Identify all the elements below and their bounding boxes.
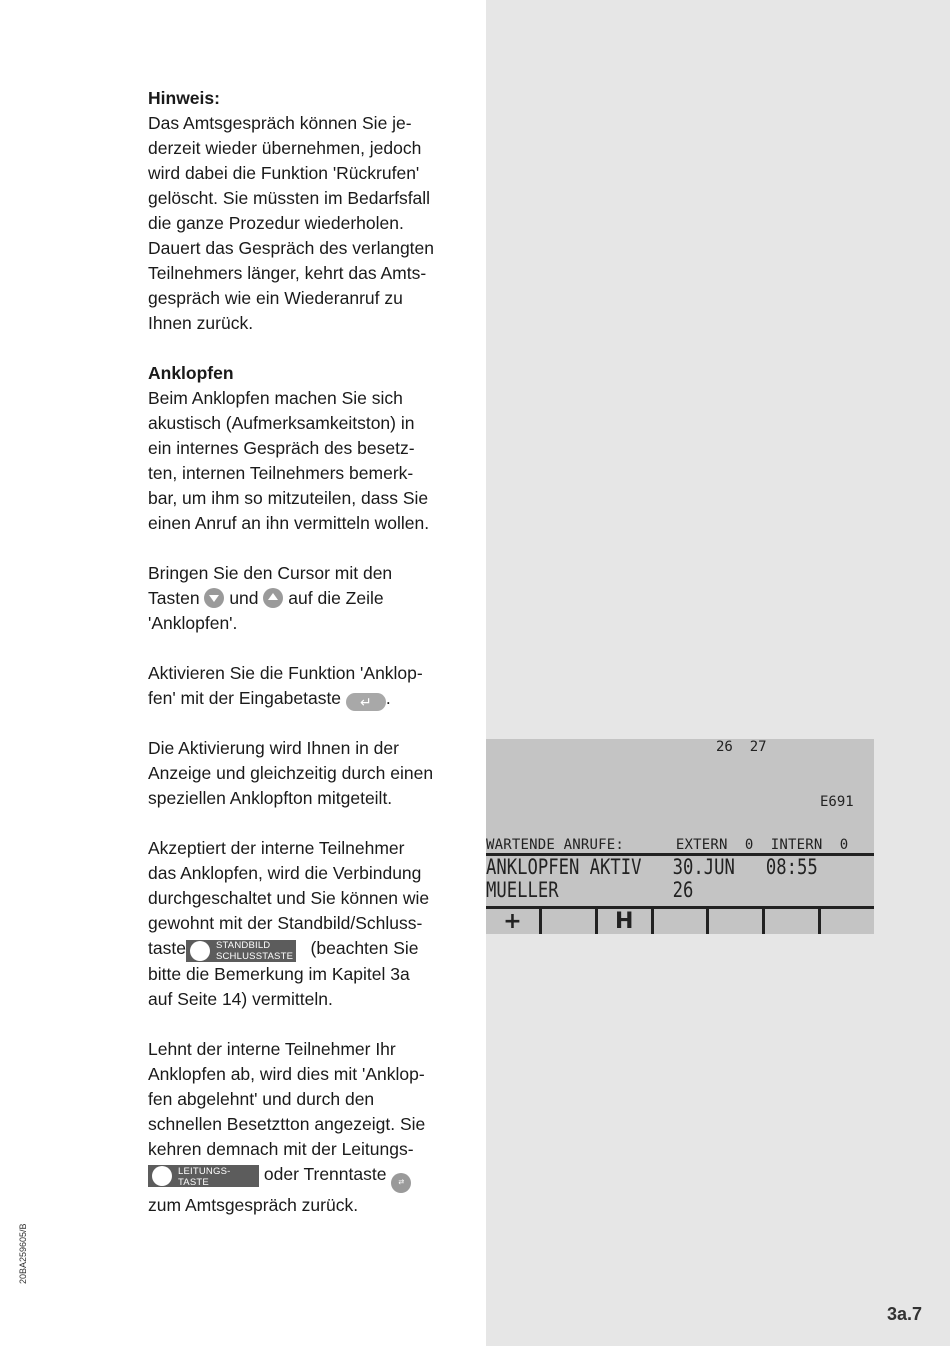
text-column [148, 86, 466, 1218]
text-line: derzeit wieder übernehmen, jedoch [148, 138, 422, 158]
cursor-paragraph [148, 561, 466, 636]
standbild-key-icon [186, 940, 296, 962]
trenntaste-key-icon: ⇄ [391, 1173, 411, 1193]
text-line: kehren demnach mit der Leitungs- [148, 1138, 414, 1159]
text-line [148, 686, 466, 711]
text-fragment: und [229, 588, 259, 608]
text-line: die ganze Prozedur wiederholen. [148, 213, 404, 233]
display-code: E691 [820, 794, 854, 810]
text-line: 'Anklopfen'. [148, 613, 238, 633]
text-line: auf Seite 14) vermitteln. [148, 988, 333, 1009]
text-line: durchgeschaltet und Sie können wie [148, 888, 430, 908]
display-line-numbers: 26 27 [716, 739, 767, 755]
page-number: 3a.7 [886, 1304, 922, 1324]
text-line: schnellen Besetztton angezeigt. Sie [148, 1113, 426, 1134]
softkey-bar [486, 909, 874, 934]
key-label: LEITUNGS- [178, 1165, 231, 1177]
text-line [148, 586, 466, 611]
text-line [148, 1162, 466, 1193]
softkey-hold[interactable]: H [598, 909, 654, 934]
text-line: Lehnt der interne Teilnehmer Ihr [148, 1038, 396, 1059]
text-fragment: (beachten Sie [310, 938, 419, 958]
key-label: TASTE [178, 1176, 209, 1188]
hinweis-heading: Hinweis: [148, 88, 220, 108]
text-line: Bringen Sie den Cursor mit den [148, 563, 393, 583]
right-panel [486, 0, 950, 1346]
arrow-down-key-icon [204, 588, 224, 608]
text-fragment: oder Trenntaste [263, 1163, 387, 1184]
text-fragment: Tasten [148, 588, 200, 608]
softkey-6[interactable] [765, 909, 821, 934]
akzeptiert-paragraph [148, 836, 466, 1012]
softkey-2[interactable] [542, 909, 598, 934]
text-fragment: taste [148, 938, 186, 958]
display-header: WARTENDE ANRUFE: EXTERN 0 INTERN 0 [486, 837, 849, 853]
key-label: SCHLUSSTASTE [215, 951, 294, 962]
hinweis-paragraph [148, 111, 466, 336]
text-line: gespräch wie ein Wiederanruf zu [148, 288, 403, 308]
text-line: Akzeptiert der interne Teilnehmer [148, 838, 405, 858]
text-line: Anklopfen ab, wird dies mit 'Anklop- [148, 1063, 425, 1084]
text-fragment: auf die Zeile [288, 588, 384, 608]
display-status-line: ANKLOPFEN AKTIV 30.JUN 08:55 [486, 855, 818, 879]
leitungstaste-key-icon [148, 1165, 259, 1187]
text-line: Das Amtsgespräch können Sie je- [148, 113, 412, 133]
text-line: Beim Anklopfen machen Sie sich [148, 388, 403, 408]
anklopfen-heading: Anklopfen [148, 363, 234, 383]
text-line [148, 936, 466, 962]
text-line: ten, internen Teilnehmers bemerk- [148, 463, 414, 483]
softkey-5[interactable] [709, 909, 765, 934]
text-line: akustisch (Aufmerksamkeitston) in [148, 413, 415, 433]
text-line: zum Amtsgespräch zurück. [148, 1194, 359, 1215]
text-line: einen Anruf an ihn vermitteln wollen. [148, 513, 430, 533]
text-line: Dauert das Gespräch des verlangten [148, 238, 434, 258]
text-fragment: fen' mit der Eingabetaste [148, 688, 342, 708]
text-line: gelöscht. Sie müssten im Bedarfsfall [148, 188, 431, 208]
phone-display [486, 739, 874, 934]
softkey-7[interactable] [821, 909, 874, 934]
enter-key-icon: ↵ [346, 693, 386, 711]
anklopfen-paragraph [148, 386, 466, 536]
document-code: 20BA259605/B [18, 1223, 28, 1284]
text-line: Ihnen zurück. [148, 313, 254, 333]
text-line: bar, um ihm so mitzuteilen, dass Sie [148, 488, 429, 508]
arrow-up-key-icon [263, 588, 283, 608]
text-line: wird dabei die Funktion 'Rückrufen' [148, 163, 420, 183]
display-caller-line: MUELLER 26 [486, 878, 694, 902]
text-line: Teilnehmers länger, kehrt das Amts- [148, 263, 427, 283]
text-line: das Anklopfen, wird die Verbindung [148, 863, 422, 883]
text-line: Die Aktivierung wird Ihnen in der [148, 738, 399, 758]
aktivierung-paragraph [148, 736, 466, 811]
softkey-4[interactable] [654, 909, 710, 934]
text-line: fen abgelehnt' und durch den [148, 1088, 375, 1109]
text-line: Aktivieren Sie die Funktion 'Anklop- [148, 663, 423, 683]
text-line: bitte die Bemerkung im Kapitel 3a [148, 963, 410, 984]
text-line: Anzeige und gleichzeitig durch einen [148, 763, 434, 783]
text-line: speziellen Anklopfton mitgeteilt. [148, 788, 393, 808]
text-line: gewohnt mit der Standbild/Schluss- [148, 913, 423, 933]
softkey-plus[interactable]: + [486, 909, 542, 934]
aktivieren-paragraph [148, 661, 466, 711]
lehnt-paragraph [148, 1037, 466, 1218]
text-fragment: . [385, 688, 391, 708]
key-label: STANDBILD [215, 940, 271, 951]
text-line: ein internes Gespräch des besetz- [148, 438, 415, 458]
